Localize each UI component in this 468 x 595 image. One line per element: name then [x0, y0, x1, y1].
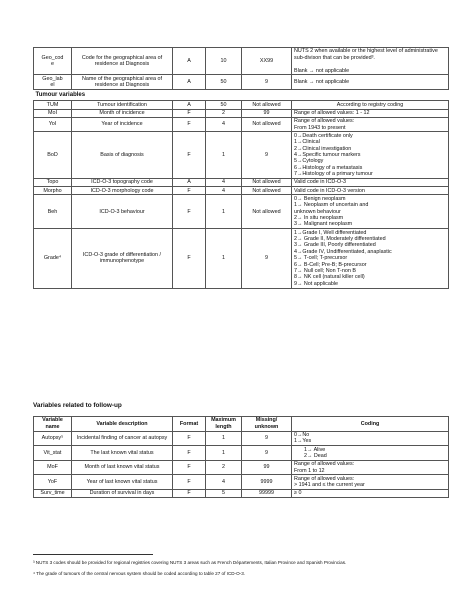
cell-format: F — [173, 475, 206, 490]
cell-variable-description: Name of the geographical area of residence at Diagnosis — [72, 75, 173, 90]
cell-format: Format — [173, 417, 206, 432]
table-row — [34, 75, 449, 90]
cell-max-length: 10 — [206, 48, 242, 75]
cell-variable-name: Surv_time — [34, 489, 72, 497]
cell-coding: Valid code in ICD-O-3 version — [292, 187, 449, 195]
cell-format: F — [173, 195, 206, 229]
cell-coding: 0→Death certificate only 1→Clinical 2→Clinical investigation 4→Specific tumour markers 5→Cytology 6→Histology of a metastasis 7→Histology of a primary tumour — [292, 132, 449, 179]
cell-variable-name: MoF — [34, 460, 72, 475]
cell-variable-description: Month of incidence — [72, 109, 173, 117]
cell-max-length: 4 — [206, 117, 242, 132]
cell-max-length: 2 — [206, 460, 242, 475]
cell-variable-name: Autopsy⁵ — [34, 431, 72, 446]
cell-coding: Range of allowed values: > 1941 and ≤ the current year — [292, 475, 449, 490]
table-row — [34, 48, 449, 75]
table-row — [34, 460, 449, 475]
cell-max-length: 1 — [206, 431, 242, 446]
cell-variable-description: Month of last known vital status — [72, 460, 173, 475]
cell-missing-value: Missing/ unknown — [242, 417, 292, 432]
cell-variable-description: ICD-O-3 topography code — [72, 179, 173, 187]
cell-variable-description: The last known vital status — [72, 446, 173, 461]
cell-variable-name: Vit_stat — [34, 446, 72, 461]
cell-max-length: 1 — [206, 132, 242, 179]
cell-variable-description: Incidental finding of cancer at autopsy — [72, 431, 173, 446]
table-row — [34, 101, 449, 109]
variables-table-body — [34, 48, 449, 289]
cell-coding: Blank → not applicable — [292, 75, 449, 90]
cell-format: A — [173, 48, 206, 75]
table-row — [34, 109, 449, 117]
followup-table — [33, 416, 449, 498]
cell-variable-name: TUM — [34, 101, 72, 109]
cell-variable-description: Year of last known vital status — [72, 475, 173, 490]
cell-variable-name: Grade⁴ — [34, 229, 72, 288]
cell-missing-value: Not allowed — [242, 187, 292, 195]
table-row — [34, 195, 449, 229]
cell-format: F — [173, 229, 206, 288]
tumour-section-title: Tumour variables — [34, 90, 449, 101]
footnote-3: ³ NUTS 3 codes should be provided for regional registries covering NUTS 3 areas such as French Départements, Italian Province and Spanish Provincias. — [33, 560, 347, 565]
cell-coding: According to registry coding — [292, 101, 449, 109]
cell-max-length: 50 — [206, 75, 242, 90]
cell-variable-name: Beh — [34, 195, 72, 229]
cell-coding: Range of allowed values: From 1 to 12 — [292, 460, 449, 475]
followup-table-body — [34, 417, 449, 498]
cell-format: F — [173, 431, 206, 446]
cell-missing-value: 9 — [242, 132, 292, 179]
cell-missing-value: Not allowed — [242, 195, 292, 229]
cell-variable-description: Duration of survival in days — [72, 489, 173, 497]
cell-variable-description: Tumour identification — [72, 101, 173, 109]
table-row — [34, 475, 449, 490]
cell-coding: Coding — [292, 417, 449, 432]
cell-max-length: 5 — [206, 489, 242, 497]
cell-variable-description: ICD-O-3 morphology code — [72, 187, 173, 195]
table-row — [34, 132, 449, 179]
cell-format: F — [173, 460, 206, 475]
cell-coding: ≥ 0 — [292, 489, 449, 497]
cell-format: A — [173, 75, 206, 90]
cell-format: F — [173, 109, 206, 117]
cell-variable-name: MoI — [34, 109, 72, 117]
cell-variable-name: Morpho — [34, 187, 72, 195]
cell-coding: 0→ Benign neoplasm 1→ Neoplasm of uncertain and unknown behaviour 2→ In situ neoplasm 3→ Malignant neoplasm — [292, 195, 449, 229]
cell-format: F — [173, 446, 206, 461]
cell-missing-value: 9 — [242, 75, 292, 90]
cell-missing-value: Not allowed — [242, 117, 292, 132]
cell-coding: 0→No 1→Yes — [292, 431, 449, 446]
cell-variable-name: YoF — [34, 475, 72, 490]
table-row — [34, 229, 449, 288]
cell-missing-value: 9 — [242, 229, 292, 288]
cell-max-length: 4 — [206, 187, 242, 195]
cell-variable-description: ICD-O-3 grade of differentiation / immunophenotype — [72, 229, 173, 288]
cell-max-length: 2 — [206, 109, 242, 117]
cell-missing-value: 99 — [242, 109, 292, 117]
table-header-row — [34, 417, 449, 432]
cell-max-length: 50 — [206, 101, 242, 109]
cell-coding: 1→Grade I, Well differentiated 2→ Grade II, Moderately differentiated 3→ Grade III, Poorly differentiated 4→Grade IV, Undifferentiated, anaplastic 5→ T-cell; T-precursor 6→ B-Cell; Pre-B; B-precursor 7→ Null cell; Non T-non B 8→ NK cell (natural killer cell) 9→ Not applicable — [292, 229, 449, 288]
footnote-4: ⁴ The grade of tumours of the central nervous system should be coded according to table 27 of ICD-O-3. — [33, 571, 246, 576]
cell-format: F — [173, 187, 206, 195]
table-row — [34, 431, 449, 446]
cell-variable-name: BoD — [34, 132, 72, 179]
cell-format: F — [173, 117, 206, 132]
section-row — [34, 90, 449, 101]
cell-variable-name: Geo_cod e — [34, 48, 72, 75]
cell-variable-name: Geo_lab el — [34, 75, 72, 90]
cell-format: F — [173, 489, 206, 497]
cell-coding: Range of allowed values: From 1943 to present — [292, 117, 449, 132]
cell-missing-value: Not allowed — [242, 101, 292, 109]
cell-max-length: 1 — [206, 229, 242, 288]
cell-variable-description: Code for the geographical area of residence at Diagnosis — [72, 48, 173, 75]
cell-missing-value: 99 — [242, 460, 292, 475]
footnote-divider — [33, 554, 153, 555]
cell-missing-value: 99999 — [242, 489, 292, 497]
cell-variable-name: YoI — [34, 117, 72, 132]
cell-missing-value: XX99 — [242, 48, 292, 75]
cell-variable-name: Variable name — [34, 417, 72, 432]
cell-max-length: 1 — [206, 446, 242, 461]
cell-coding: Valid code in ICD-O-3 — [292, 179, 449, 187]
cell-missing-value: 9 — [242, 431, 292, 446]
cell-variable-description: Variable description — [72, 417, 173, 432]
cell-max-length: 4 — [206, 475, 242, 490]
followup-section-title: Variables related to follow-up — [33, 402, 122, 409]
cell-variable-name: Topo — [34, 179, 72, 187]
cell-format: A — [173, 101, 206, 109]
table-row — [34, 179, 449, 187]
cell-variable-description: Basis of diagnosis — [72, 132, 173, 179]
cell-format: A — [173, 179, 206, 187]
cell-max-length: 1 — [206, 195, 242, 229]
cell-format: F — [173, 132, 206, 179]
cell-variable-description: Year of incidence — [72, 117, 173, 132]
cell-coding: Range of allowed values: 1 - 12 — [292, 109, 449, 117]
table-row — [34, 117, 449, 132]
cell-missing-value: Not allowed — [242, 179, 292, 187]
table-row — [34, 489, 449, 497]
table-row — [34, 446, 449, 461]
cell-variable-description: ICD-O-3 behaviour — [72, 195, 173, 229]
cell-coding: 1→ Alive 2→ Dead — [292, 446, 449, 461]
cell-coding: NUTS 2 when available or the highest level of administrative sub-divison that can be provided³. Blank → not applicable — [292, 48, 449, 75]
variables-table-top — [33, 47, 449, 289]
cell-missing-value: 9999 — [242, 475, 292, 490]
cell-max-length: 4 — [206, 179, 242, 187]
cell-max-length: Maximum length — [206, 417, 242, 432]
cell-missing-value: 9 — [242, 446, 292, 461]
table-row — [34, 187, 449, 195]
